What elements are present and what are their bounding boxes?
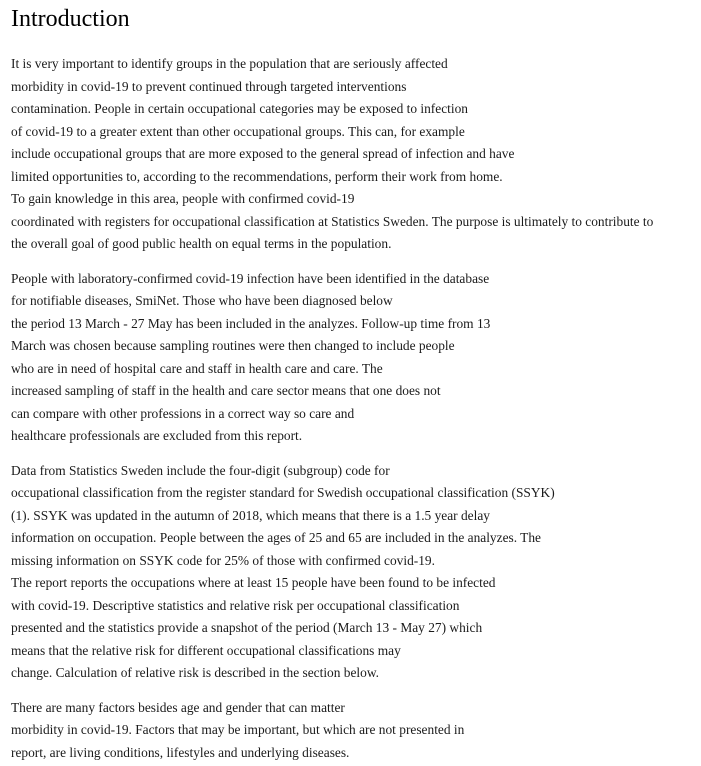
text-line: It is very important to identify groups in the population that are seriously affected [11,56,448,71]
text-line: the overall goal of good public health on equal terms in the population. [11,236,392,251]
text-line: contamination. People in certain occupational categories may be exposed to infection [11,101,468,116]
text-line: means that the relative risk for different occupational classifications may [11,642,401,658]
text-line: There are many factors besides age and gender that can matter [11,699,345,715]
text-line: report, are living conditions, lifestyles and underlying diseases. [11,744,350,760]
text-line: for notifiable diseases, SmiNet. Those who have been diagnosed below [11,293,393,308]
text-line: March was chosen because sampling routines were then changed to include people [11,338,455,353]
text-line: can compare with other professions in a correct way so care and [11,405,355,421]
text-line: Data from Statistics Sweden include the four-digit (subgroup) code for [11,462,390,478]
text-line: morbidity in covid-19 to prevent continued through targeted interventions [11,78,407,94]
text-line: occupational classification from the register standard for Swedish occupational classification (SSYK) [11,485,555,500]
text-line: missing information on SSYK code for 25% of those with confirmed covid-19. [11,552,435,568]
text-line: To gain knowledge in this area, people with confirmed covid-19 [11,191,355,206]
document-page [11,0,696,764]
text-line: morbidity in covid-19. Factors that may be important, but which are not presented in [11,722,465,737]
text-line: healthcare professionals are excluded from this report. [11,428,303,443]
page-title: Introduction [11,6,130,32]
text-line: the period 13 March - 27 May has been included in the analyzes. Follow-up time from 13 [11,315,491,331]
paragraph-data-sources [11,268,696,448]
paragraph-purpose [11,53,696,256]
text-line: who are in need of hospital care and staff in health care and care. The [11,360,383,376]
text-line: increased sampling of staff in the health and care sector means that one does not [11,383,441,398]
text-line: include occupational groups that are more exposed to the general spread of infection and have [11,146,515,161]
text-line: information on occupation. People between the ages of 25 and 65 are included in the analyzes. The [11,530,541,545]
text-line: limited opportunities to, according to the recommendations, perform their work from home. [11,168,503,184]
text-line: The report reports the occupations where at least 15 people have been found to be infected [11,575,496,590]
text-line: change. Calculation of relative risk is described in the section below. [11,665,379,680]
paragraph-statistics-sweden [11,460,696,685]
text-line: (1). SSYK was updated in the autumn of 2018, which means that there is a 1.5 year delay [11,507,490,523]
text-line: coordinated with registers for occupational classification at Statistics Sweden. The purpose is ultimately to contribute to [11,213,654,229]
text-line: of covid-19 to a greater extent than other occupational groups. This can, for example [11,123,465,139]
text-line: presented and the statistics provide a snapshot of the period (March 13 - May 27) which [11,620,483,635]
text-line: People with laboratory-confirmed covid-19 infection have been identified in the database [11,270,490,286]
paragraph-other-factors [11,697,696,765]
text-line: with covid-19. Descriptive statistics and relative risk per occupational classification [11,597,460,613]
